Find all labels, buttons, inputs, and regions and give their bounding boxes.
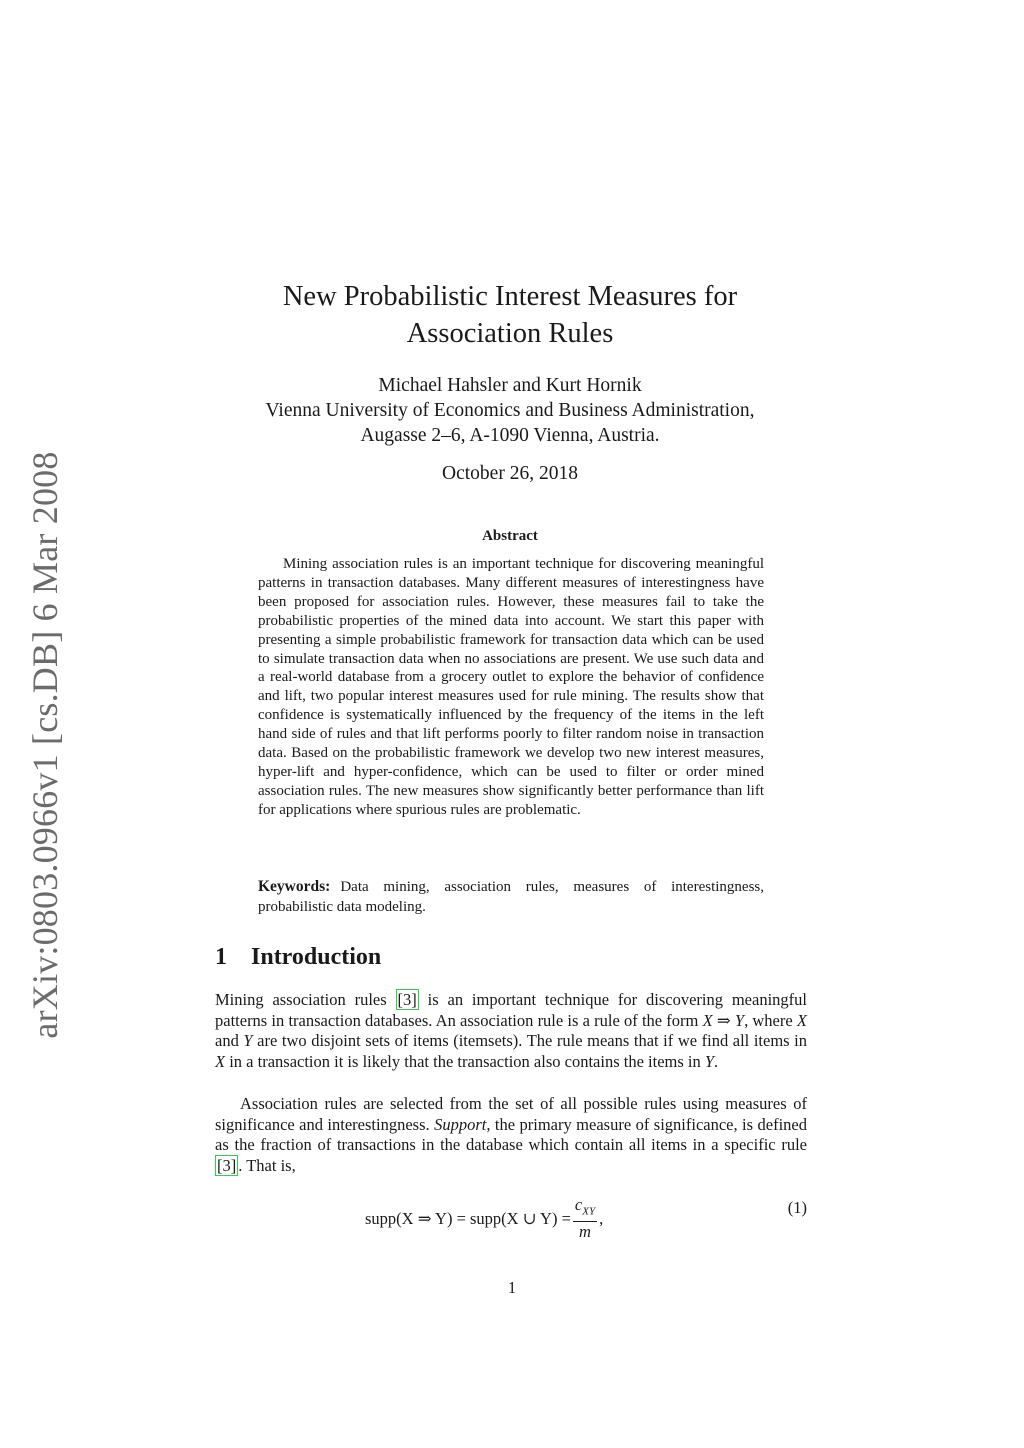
text-run: Mining association rules [215,990,396,1009]
numerator-subscript: XY [582,1205,596,1218]
keywords-label: Keywords: [258,878,331,895]
equation-lhs: supp(X ⇒ Y) = supp(X ∪ Y) = [365,1208,571,1228]
keywords [258,877,764,917]
citation-link[interactable]: [3] [217,1156,237,1176]
citation-link[interactable]: [3] [397,990,417,1009]
section-title: Introduction [251,944,382,970]
author-affiliation: Vienna University of Economics and Business Administration, [265,400,755,421]
fraction [573,1195,597,1242]
section-number: 1 [215,944,227,970]
author-names: Michael Hahsler and Kurt Hornik [378,375,642,396]
abstract-text: Mining association rules is an important technique for discovering meaningful patterns in transaction databases. Many different measures of interestingness have been proposed for association rules. However, these measures fail to take the probabilistic properties of the mined data into account. We start this paper with presenting a simple probabilistic framework for transaction data which can be used to simulate transaction data when no associations are present. We use such data and a real-world database from a grocery outlet to explore the behavior of confidence and lift, two popular interest measures used for rule mining. The results show that confidence is systematically influenced by the frequency of the items in the left hand side of rules and that lift performs poorly to filter random noise in transaction data. Based on the probabilistic framework we develop two new interest measures, hyper-lift and hyper-confidence, which can be used to filter or order mined association rules. The new measures show significantly better performance than lift for applications where spurious rules are problematic. [258,556,764,818]
text-run: are two disjoint sets of items (itemsets). The rule means that if we find all items in [252,1031,807,1051]
title-line-2: Association Rules [406,318,614,349]
equation-number: (1) [787,1198,807,1217]
intro-paragraph-2 [215,1094,807,1177]
intro-paragraph-1 [215,990,807,1073]
author-address: Augasse 2–6, A-1090 Vienna, Austria. [360,425,660,446]
math-rule: X ⇒ Y [702,1010,745,1030]
text-run: . That is, [238,1156,296,1176]
math-y: Y [243,1031,253,1051]
abstract-heading: Abstract [482,528,538,544]
equation-1 [215,1188,807,1242]
text-run: . [714,1052,719,1072]
section-heading-introduction [215,944,381,971]
math-x: X [215,1052,226,1072]
text-run: Association rules are selected from the set of all possible rules using measures of significance and interestingness. [215,1094,807,1134]
math-x: X [796,1010,807,1030]
emphasis-support: Support [434,1114,487,1134]
page-number: 1 [507,1278,517,1297]
paper-date: October 26, 2018 [442,463,578,484]
fraction-numerator [573,1195,597,1222]
equation-body [365,1195,603,1242]
equation-tail: , [599,1208,604,1228]
keywords-text: Data mining, association rules, measures of interestingness, probabilistic data modeling. [258,879,764,915]
text-run: , where [744,1010,797,1030]
text-run: , the primary measure of significance, is defined as the fraction of transactions in the database which contain all items in a specific rule [215,1114,807,1155]
fraction-denominator: m [579,1222,591,1242]
title-line-1: New Probabilistic Interest Measures for [282,281,738,312]
author-block [160,373,860,448]
arxiv-identifier-stamp[interactable]: arXiv:0803.0966v1 [cs.DB] 6 Mar 2008 [25,451,65,1039]
paper-title [160,278,860,352]
numerator-base: c [574,1195,583,1214]
math-y: Y [704,1052,715,1072]
text-run: and [215,1031,244,1051]
text-run: is an important technique for discovering meaningful patterns in transaction databases. An association rule is a rule of the form [215,990,807,1030]
text-run: in a transaction it is likely that the transaction also contains the items in [225,1052,705,1072]
